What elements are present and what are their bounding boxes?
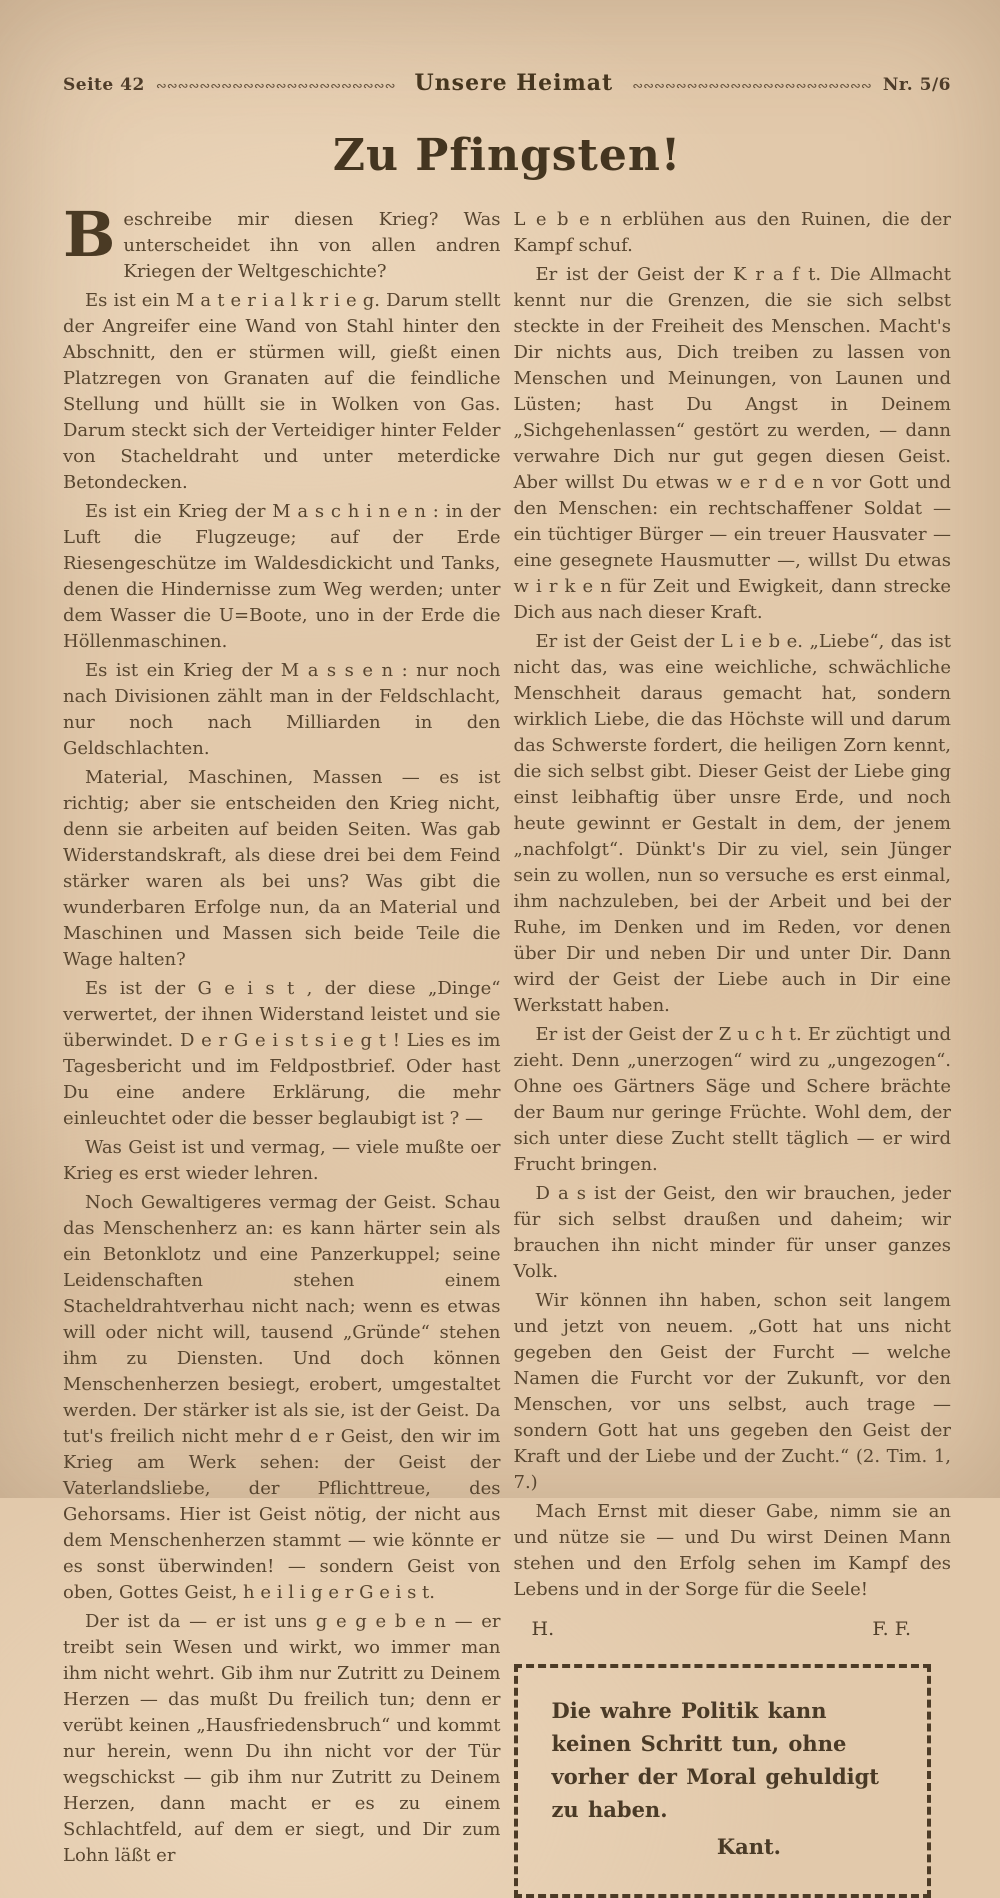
paragraph: Es ist ein Krieg der M a s s e n : nur noch nach Divisionen zählt man in der Feldschlacht, nur noch nach Milliarden in den Geldschlachten.: [63, 660, 501, 759]
paragraph: Noch Gewaltigeres vermag der Geist. Schau das Menschenherz an: es kann härter sein als ein Betonklotz und eine Panzerkuppel; seine Leidenschaften stehen einem Stacheldrahtverhau nicht nach; wenn es etwas will oder nicht will, tausend „Gründe“ stehen ihm zu Diensten. Und doch können Menschenherzen besiegt, erobert, umgestaltet werden. Der stärker ist als sie, ist der Geist. Da tut's freilich nicht mehr d e r Geist, den wir im Krieg am Werk sehen: der Geist der Vaterlandsliebe, der Pflichttreue, des Gehorsams. Hier ist Geist nötig, der nicht aus dem Menschenherzen stammt — wie könnte er es sonst überwinden! — sondern Geist von oben, Gottes Geist, h e i l i g e r G e i s t.: [63, 1192, 501, 1603]
paragraph: Der ist da — er ist uns g e g e b e n — er treibt sein Wesen und wirkt, wo immer man ihm nicht wehrt. Gib ihm nur Zutritt zu Deinem Herzen — das mußt Du freilich tun; denn er verübt keinen „Hausfriedensbruch“ und kommt nur herein, wenn Du ihn nicht vor der Tür wegschickst — gib ihm nur Zutritt zu Deinem Herzen, dann macht er es zu einem Schlachtfeld, auf dem er siegt, und Dir zum Lohn läßt er: [63, 1611, 501, 1866]
paragraph: Er ist der Geist der Z u c h t. Er züchtigt und zieht. Denn „unerzogen“ wird zu „ungezogen“. Ohne oes Gärtners Säge und Schere brächte der Baum nur geringe Früchte. Wohl dem, der sich unter diese Zucht stellt täglich — er wird Frucht bringen.: [513, 1024, 951, 1175]
left-column: [63, 198, 501, 1898]
signature-row: [514, 1606, 952, 1642]
paragraph: Es ist der G e i s t , der diese „Dinge“ verwertet, der ihnen Widerstand leistet und sie überwindet. D e r G e i s t s i e g t ! Lies es im Tagesbericht und im Feldpostbrief. Oder hast Du eine andere Erklärung, die mehr einleuchtet oder die besser beglaubigt ist ? —: [63, 978, 501, 1129]
paragraph: Material, Maschinen, Massen — es ist richtig; aber sie entscheiden den Krieg nicht, denn sie arbeiten auf beiden Seiten. Was gab Widerstandskraft, als diese drei bei dem Feind stärker waren als bei uns? Was gibt die wunderbaren Erfolge nun, da an Material und Maschinen und Massen sich beide Teile die Wage halten?: [63, 767, 501, 970]
quote-box: [514, 1664, 932, 1898]
page-number-label: Seite 42: [63, 75, 145, 95]
journal-title: Unsere Heimat: [414, 70, 614, 96]
quote-attribution: Kant.: [716, 1834, 781, 1859]
article-title: Zu Pfingsten!: [332, 130, 682, 181]
paragraph: L e b e n erblühen aus den Ruinen, die der Kampf schuf.: [513, 209, 951, 256]
lead-paragraph-text: eschreibe mir diesen Krieg? Was unterscheidet ihn von allen andren Kriegen der Weltgeschichte?: [123, 209, 501, 282]
paragraph: Er ist der Geist der K r a f t. Die Allmacht kennt nur die Grenzen, die sie sich selbst steckte in der Freiheit des Menschen. Macht's Dir nichts aus, Dich treiben zu lassen von Menschen und Meinungen, von Launen und Lüsten; hast Du Angst in Deinem „Sichgehenlassen“ gestört zu werden, — dann verwahre Dich nur gut gegen diesen Geist. Aber willst Du etwas w e r d e n vor Gott und den Menschen: ein rechtschaffener Soldat — ein tüchtiger Bürger — ein treuer Hausvater — eine gesegnete Hausmutter —, willst Du etwas w i r k e n für Zeit und Ewigkeit, dann strecke Dich aus nach dieser Kraft.: [513, 264, 951, 623]
ornament-right: ∾∾∾∾∾∾∾∾∾∾∾∾∾∾∾∾∾∾∾∾∾∾: [632, 79, 872, 94]
paragraph: Er ist der Geist der L i e b e. „Liebe“, das ist nicht das, was eine weichliche, schwächliche Menschheit daraus gemacht hat, sondern wirklich Liebe, die das Höchste will und darum das Schwerste fordert, die heiligen Zorn kennt, die sich selbst gibt. Dieser Geist der Liebe ging einst leibhaftig über unsre Erde, und noch heute gewinnt er Gestalt in dem, der jenem „nachfolgt“. Dünkt's Dir zu viel, sein Jünger sein zu wollen, nun so versuche es erst einmal, ihm nachzuleben, bei der Arbeit und bei der Ruhe, im Denken und im Reden, vor denen über Dir und neben Dir und unter Dir. Dann wird der Geist der Liebe auch in Dir eine Werkstatt haben.: [513, 631, 951, 1016]
issue-number-label: Nr. 5/6: [882, 75, 951, 95]
paragraph: Es ist ein M a t e r i a l k r i e g. Darum stellt der Angreifer eine Wand von Stahl hinter den Abschnitt, den er stürmen will, gießt einen Platzregen von Granaten auf die feindliche Stellung und hüllt sie in Wolken von Gas. Darum steckt sich der Verteidiger hinter Felder von Stacheldraht und unter meterdicke Betondecken.: [63, 290, 501, 493]
quote-text: Die wahre Politik kann keinen Schritt tun, ohne vorher der Moral gehuldigt zu haben.: [551, 1698, 880, 1822]
lead-paragraph: [63, 198, 501, 285]
page-content: [63, 70, 951, 1898]
ornament-left: ∾∾∾∾∾∾∾∾∾∾∾∾∾∾∾∾∾∾∾∾∾∾: [155, 79, 396, 94]
paragraph: Es ist ein Krieg der M a s c h i n e n : in der Luft die Flugzeuge; auf der Erde Riesengeschütze im Waldesdickicht und Tanks, denen die Hindernisse zum Weg werden; unter dem Wasser die U=Boote, uno in der Erde die Höllenmaschinen.: [63, 501, 501, 652]
paragraph: Was Geist ist und vermag, — viele mußte oer Krieg es erst wieder lehren.: [63, 1137, 501, 1184]
signature-left: H.: [531, 1618, 555, 1640]
page-header: [63, 70, 951, 96]
paragraph: Mach Ernst mit dieser Gabe, nimm sie an und nütze sie — und Du wirst Deinen Mann stehen und den Erfolg sehen im Kampf des Lebens und in der Sorge für die Seele!: [513, 1501, 951, 1600]
signature-right: F. F.: [872, 1618, 911, 1640]
drop-cap: B: [63, 198, 116, 271]
article-columns: [63, 198, 951, 1898]
paragraph: D a s ist der Geist, den wir brauchen, jeder für sich selbst draußen und daheim; wir brauchen ihn nicht minder für unser ganzes Volk.: [513, 1183, 951, 1282]
right-column: [514, 207, 952, 1898]
paragraph: Wir können ihn haben, schon seit langem und jetzt von neuem. „Gott hat uns nicht gegeben den Geist der Furcht — welche Namen die Furcht vor der Zukunft, vor den Menschen, vor uns selbst, auch trage — sondern Gott hat uns gegeben den Geist der Kraft und der Liebe und der Zucht.“ (2. Tim. 1, 7.): [513, 1290, 951, 1493]
